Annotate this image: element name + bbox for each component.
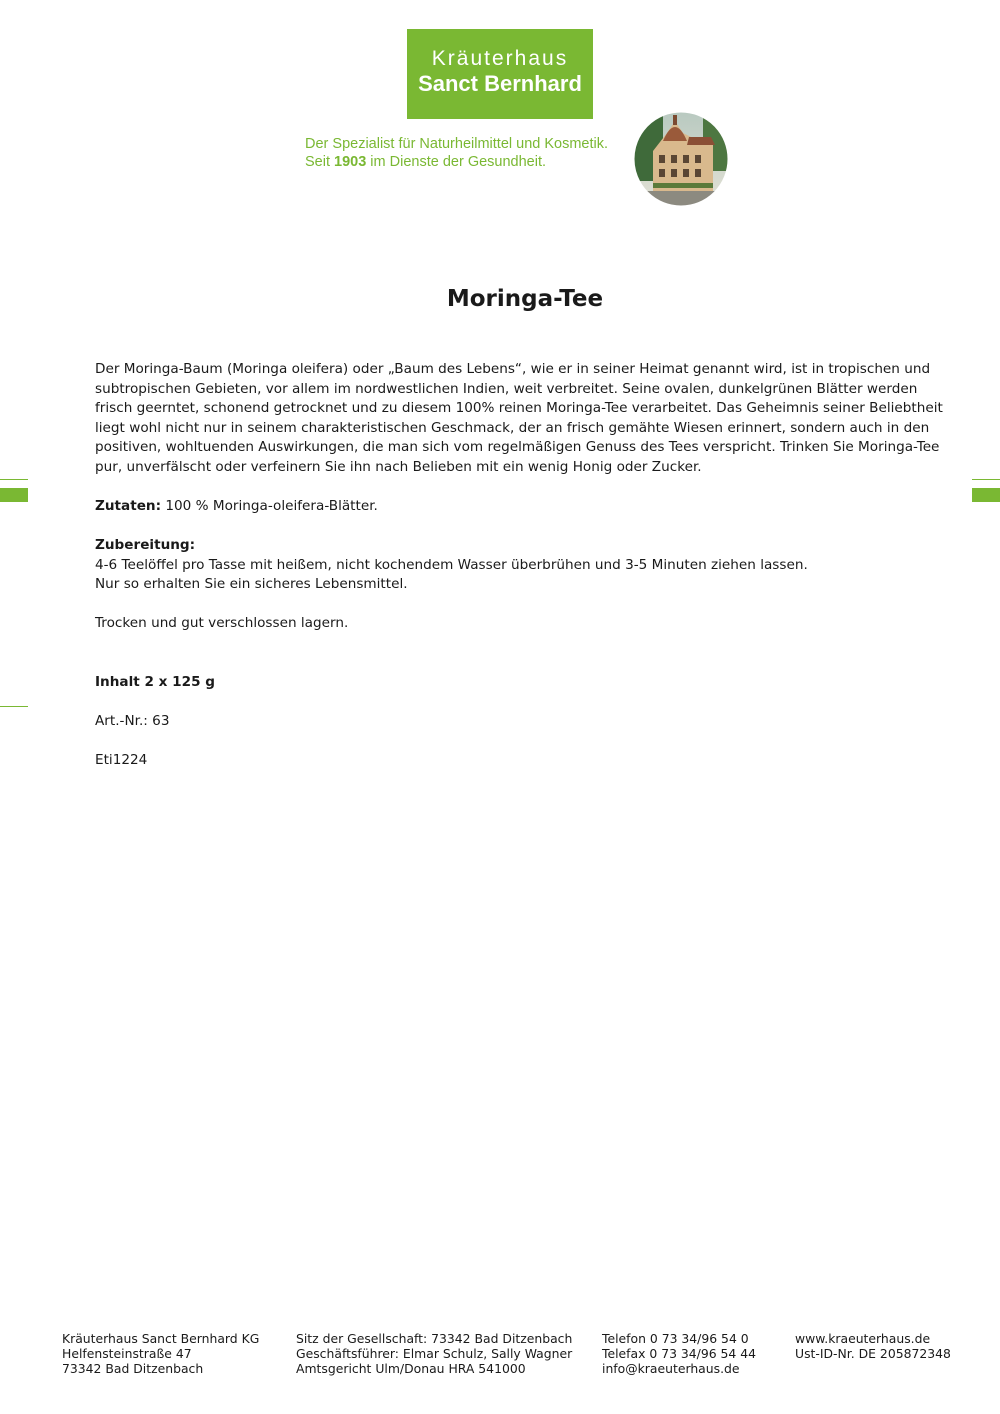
preparation-label: Zubereitung:: [95, 537, 196, 553]
footer-registered-office: Sitz der Gesellschaft: 73342 Bad Ditzenbach: [296, 1331, 573, 1346]
footer-email: info@kraeuterhaus.de: [602, 1361, 740, 1376]
footer-fax: Telefax 0 73 34/96 54 44: [602, 1346, 757, 1361]
company-tagline: [305, 135, 608, 171]
footer-city: 73342 Bad Ditzenbach: [62, 1361, 204, 1376]
ingredients: [95, 497, 378, 517]
logo-line-2: Sanct Bernhard: [418, 71, 582, 96]
footer-address: [62, 1331, 259, 1376]
left-fold-mark: [0, 488, 28, 502]
footer-legal: [296, 1331, 572, 1376]
footer-company-name: Kräuterhaus Sanct Bernhard KG: [62, 1331, 260, 1346]
preparation-line-1: 4-6 Teelöffel pro Tasse mit heißem, nicht kochendem Wasser überbrühen und 3-5 Minuten ziehen lassen.: [95, 557, 808, 573]
building-photo: [633, 111, 729, 207]
footer-street: Helfensteinstraße 47: [62, 1346, 192, 1361]
label-code: Eti1224: [95, 752, 148, 768]
ingredients-label: Zutaten:: [95, 498, 162, 514]
product-title: Moringa-Tee: [446, 286, 604, 312]
company-logo: [407, 29, 593, 119]
tagline-prefix: Seit: [305, 154, 335, 170]
left-punch-line: [0, 706, 28, 707]
right-fold-line: [972, 479, 1000, 480]
preparation-line-2: Nur so erhalten Sie ein sicheres Lebensmittel.: [95, 576, 408, 592]
left-fold-line: [0, 479, 28, 480]
tagline-line-2: [305, 153, 608, 171]
contents-amount: Inhalt 2 x 125 g: [95, 674, 216, 690]
logo-line-1: Kräuterhaus: [431, 47, 569, 70]
product-description: Der Moringa-Baum (Moringa oleifera) oder „Baum des Lebens“, wie er in seiner Heimat genannt wird, ist in tropischen und subtropischen Gebieten, vor allem im nordwestlichen Indien, weit verbreitet. Seine ovalen, dunkelgrünen Blätter werden frisch geerntet, schonend getrocknet und zu diesem 100% reinen Moringa-Tee verarbeitet. Das Geheimnis seiner Beliebtheit liegt wohl nicht nur in seinem charakteristischen Geschmack, der an frisch gemähte Wiesen erinnert, sondern auch in den positiven, wohltuenden Auswirkungen, die man sich vom regelmäßigen Genuss des Tees verspricht. Trinken Sie Moringa-Tee pur, unverfälscht oder verfeinern Sie ihn nach Belieben mit ein wenig Honig oder Zucker.: [95, 361, 943, 475]
footer-vat-id: Ust-ID-Nr. DE 205872348: [795, 1346, 951, 1361]
ingredients-value: 100 % Moringa-oleifera-Blätter.: [161, 498, 378, 514]
right-fold-mark: [972, 488, 1000, 502]
footer-managing-directors: Geschäftsführer: Elmar Schulz, Sally Wagner: [296, 1346, 573, 1361]
tagline-suffix: im Dienste der Gesundheit.: [366, 154, 547, 170]
storage-instructions: Trocken und gut verschlossen lagern.: [95, 615, 349, 631]
tagline-line-1: Der Spezialist für Naturheilmittel und Kosmetik.: [305, 136, 609, 152]
footer-web: [795, 1331, 951, 1361]
article-number: Art.-Nr.: 63: [95, 713, 170, 729]
footer-phone: Telefon 0 73 34/96 54 0: [602, 1331, 749, 1346]
footer-website: www.kraeuterhaus.de: [795, 1331, 931, 1346]
tagline-year: 1903: [334, 154, 367, 170]
footer-court-registry: Amtsgericht Ulm/Donau HRA 541000: [296, 1361, 526, 1376]
footer-contact: [602, 1331, 756, 1376]
